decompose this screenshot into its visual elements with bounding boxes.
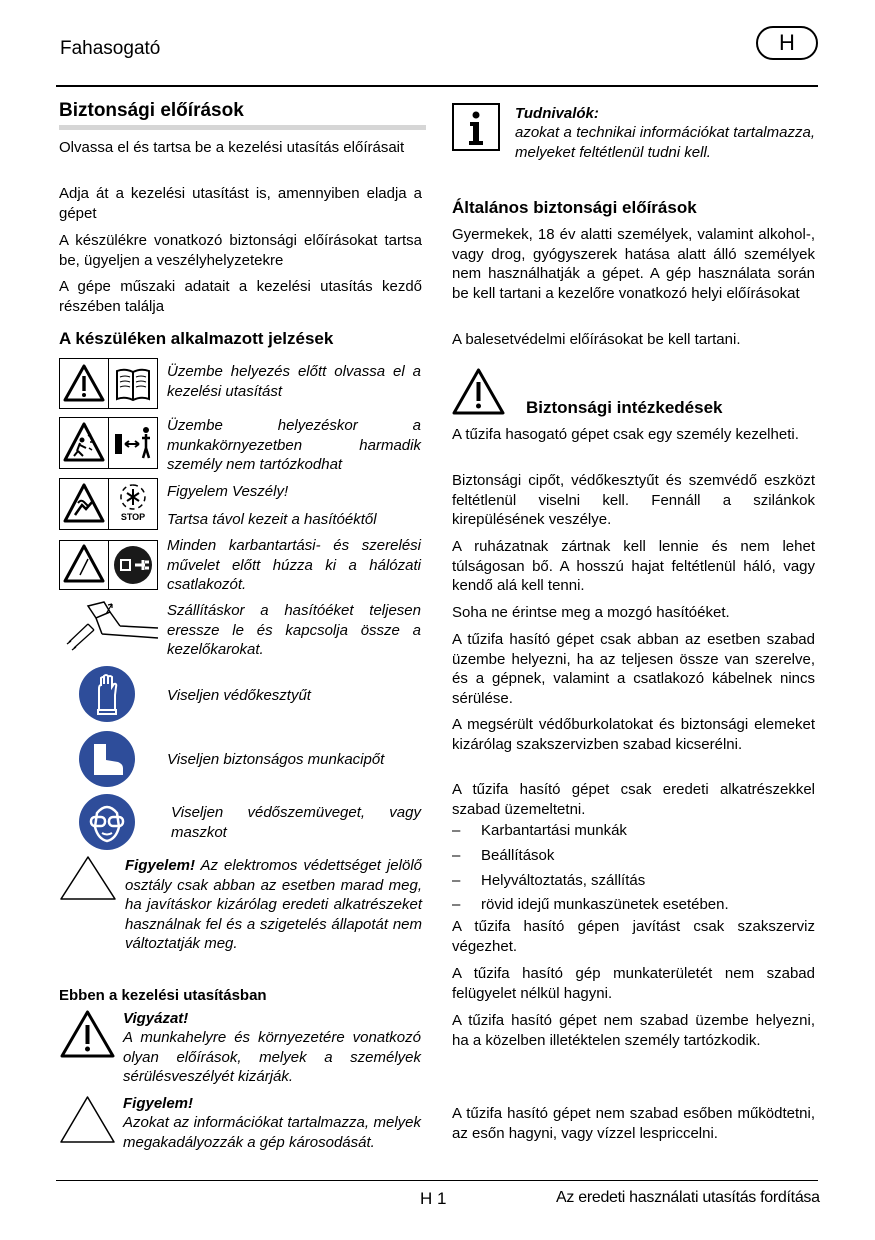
electric-warning-icon [59, 540, 109, 590]
danger-triangle-icon [59, 1009, 116, 1059]
footer-rule [56, 1180, 818, 1181]
hand-cutting-warning-icon [59, 478, 109, 530]
general-safety-paragraph: Gyermekek, 18 év alatti személyek, valamint alkohol-, vagy drog, gyógyszerek hatása alatt álló személyek nem használhatják a gépet. A gép használata során be kell tartani a kezelőre vonatkozó helyi előírásokat [452, 226, 815, 302]
safety-goggles-icon [78, 793, 136, 851]
list-item-text: Beállítások [481, 847, 555, 864]
list-dash: – [452, 822, 461, 839]
list-item [452, 895, 815, 915]
sign-read-manual-icons [59, 358, 158, 409]
sign-hands-icons [59, 478, 158, 530]
list-item [452, 871, 815, 891]
list-item-text: Karbantartási munkák [481, 822, 627, 839]
measure-6: A megsérült védőburkolatokat és biztonsági elemeket kizárólag szakszervizben szabad kicserélni. [452, 716, 815, 753]
warning-lead: Figyelem! [125, 857, 196, 874]
intro-paragraph-1: Olvassa el és tartsa be a kezelési utasítás előírásait [59, 139, 405, 156]
sign-text-shoes: Viseljen biztonságos munkacipőt [167, 751, 385, 768]
sign-text-transport: Szállításkor a hasítóéket teljesen eressze le és kapcsolja össze a kezelőkarokat. [167, 602, 421, 658]
stop-rotation-icon [108, 478, 158, 530]
list-item-text: Helyváltoztatás, szállítás [481, 872, 646, 889]
measures-title: Biztonsági intézkedések [526, 398, 723, 417]
title-underline [59, 125, 426, 130]
book-icon [108, 358, 158, 409]
sign-text-hands: Tartsa távol kezeit a hasítóéktől [167, 511, 377, 528]
intro-paragraph-2: Adja át a kezelési utasítást is, amennyiben eladja a gépet [59, 185, 422, 222]
info-title: Tudnivalók: [515, 105, 599, 122]
measure-2: Biztonsági cipőt, védőkesztyűt és szemvédő eszközt feltétlenül viselni kell. Fennáll a szilánkok kirepülésének veszélye. [452, 472, 815, 528]
sign-text-read-manual: Üzembe helyezés előtt olvassa el a kezelési utasítást [167, 363, 421, 400]
attention-triangle-icon [59, 1095, 116, 1145]
header-rule [56, 85, 818, 87]
warning-text: Az elektromos védettséget jelölő osztály csak abban az esetben marad meg, ha javításkor kizárólag eredeti alkatrészeket használnak fel és a szigetelés állapotát nem változtatják meg. [125, 857, 422, 952]
signs-title: A készüléken alkalmazott jelzések [59, 329, 334, 348]
measures-warning-icon [451, 367, 506, 416]
info-text: azokat a technikai információkat tartalmazza, melyeket feltétlenül tudni kell. [515, 124, 815, 161]
measure-7: A tűzifa hasító gépet csak eredeti alkatrészekkel szabad üzemeltetni. [452, 781, 815, 818]
unplug-icon [108, 540, 158, 590]
attention-text: Azokat az információkat tartalmazza, melyek megakadályozzák a gép károsodását. [123, 1114, 421, 1151]
translation-note: Az eredeti használati utasítás fordítása [556, 1189, 820, 1206]
caution-triangle-icon [59, 855, 117, 901]
list-dash: – [452, 896, 461, 913]
page-number: H 1 [420, 1189, 447, 1208]
rain-operation-text: A tűzifa hasító gépet nem szabad esőben működtetni, az esőn hagyni, vagy vízzel lespriccelni. [452, 1105, 815, 1142]
list-item-text: rövid idejű munkaszünetek esetében. [481, 896, 729, 913]
gloves-icon [78, 665, 136, 723]
list-dash: – [452, 872, 461, 889]
list-dash: – [452, 847, 461, 864]
caution-title: Vigyázat! [123, 1010, 189, 1027]
sign-text-danger: Figyelem Veszély! [167, 483, 289, 500]
electrical-protection-warning [125, 856, 422, 954]
general-safety-title: Általános biztonsági előírások [452, 198, 697, 217]
warning-sign-icon [59, 358, 109, 409]
safety-shoes-icon [78, 730, 136, 788]
info-icon [452, 103, 500, 151]
intro-paragraph-3: A készülékre vonatkozó biztonsági előírásokat tartsa be, ügyeljen a veszélyhelyzetekre [59, 232, 422, 269]
sign-distance-icons [59, 417, 158, 469]
stop-label: STOP [120, 512, 146, 522]
safety-title: Biztonsági előírások [59, 100, 244, 121]
sign-maintenance-icons [59, 540, 158, 590]
measure-3: A ruházatnak zártnak kell lennie és nem lehet túlságosan bő. A hosszú hajat feltétlenül háló, vagy kendő alá kell tenni. [452, 538, 815, 594]
sign-text-maintenance: Minden karbantartási- és szerelési művelet előtt húzza ki a hálózati csatlakozót. [167, 537, 421, 593]
measure-4: Soha ne érintse meg a mozgó hasítóéket. [452, 604, 730, 621]
manual-symbols-title: Ebben a kezelési utasításban [59, 987, 267, 1004]
measure-1: A tűzifa hasogató gépet csak egy személy kezelheti. [452, 426, 799, 443]
work-area-text: A tűzifa hasító gép munkaterületét nem szabad felügyelet nélkül hagyni. [452, 965, 815, 1002]
list-item [452, 846, 815, 866]
flying-debris-warning-icon [59, 417, 109, 469]
unauthorized-person-text: A tűzifa hasító gépet nem szabad üzembe helyezni, ha a közelben illetéktelen személy tartózkodik. [452, 1012, 815, 1049]
accident-prevention-text: A balesetvédelmi előírásokat be kell tartani. [452, 331, 741, 348]
transport-levers-icon [66, 598, 160, 652]
list-item [452, 821, 815, 841]
attention-title: Figyelem! [123, 1095, 194, 1112]
repair-text: A tűzifa hasító gépen javítást csak szakszerviz végezhet. [452, 918, 815, 955]
sign-text-goggles: Viseljen védőszemüveget, vagy maszkot [171, 804, 421, 841]
page-header-title: Fahasogató [60, 38, 161, 59]
language-badge: H [756, 26, 818, 60]
measure-5: A tűzifa hasító gépet csak abban az esetben szabad üzembe helyezni, ha az teljesen össze van szerelve, és a gépnek, valamint a csatlakozó kábelnek nincs sérülése. [452, 631, 815, 707]
sign-text-gloves: Viseljen védőkesztyűt [167, 687, 311, 704]
intro-paragraph-4: A gépe műszaki adatait a kezelési utasítás kezdő részében találja [59, 278, 422, 315]
distance-person-icon [108, 417, 158, 469]
caution-text: A munkahelyre és környezetére vonatkozó olyan előírások, melyek a személyek sérülésveszélyét kizárják. [123, 1029, 421, 1085]
sign-text-third-person: Üzembe helyezéskor a munkakörnyezetben harmadik személy nem tartózkodhat [167, 417, 421, 473]
